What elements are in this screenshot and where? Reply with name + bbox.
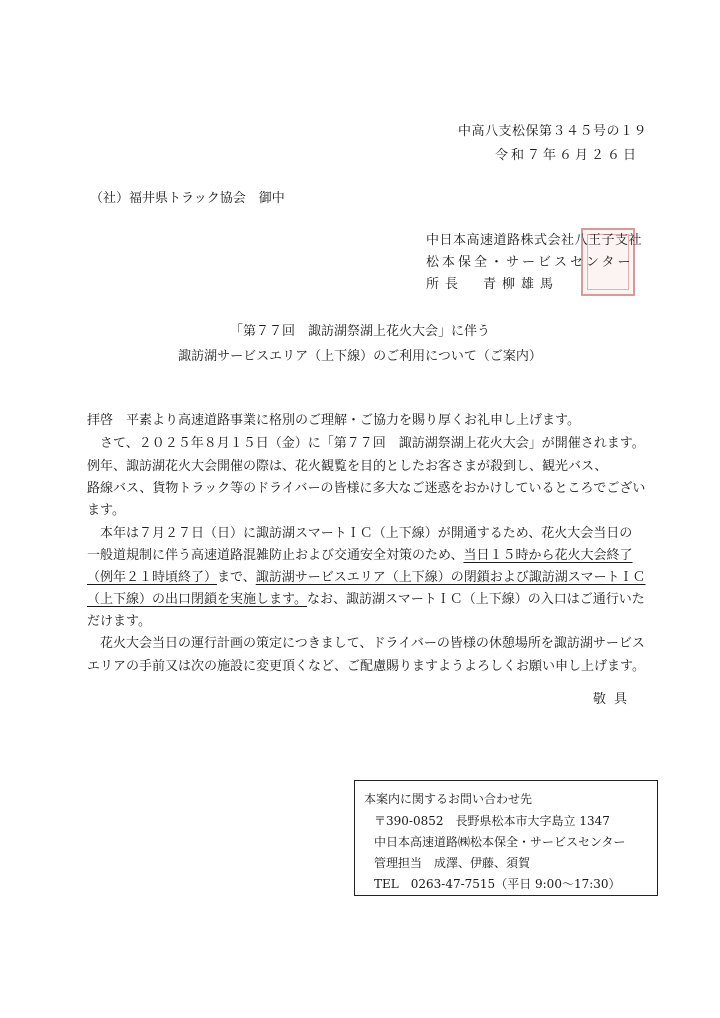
- reference-number: 中高八支松保第３４５号の１９: [458, 124, 648, 139]
- body-paragraph-2-line-1: さて、２０２５年８月１５日（金）に「第７７回 諏訪湖祭湖上花火大会」が開催されます。: [100, 436, 645, 451]
- body-paragraph-3-line-1: 本年は７月２７日（日）に諏訪湖スマートＩＣ（上下線）が開通するため、花火大会当日の: [100, 526, 633, 541]
- contact-staff: 管理担当 成澤、伊藤、須賀: [374, 856, 531, 870]
- underlined-text-segment: （例年２１時頃終了）: [87, 570, 218, 585]
- body-paragraph-4-line-2: エリアの手前又は次の施設に変更頂くなど、ご配慮賜りますようよろしくお願い申し上げます。: [87, 659, 645, 674]
- underlined-text-segment: （上下線）の出口閉鎖を実施します。: [87, 592, 307, 607]
- underlined-text-segment: 当日１５時から花火大会終了: [463, 548, 633, 563]
- addressee: （社）福井県トラック協会 御中: [90, 191, 285, 206]
- body-paragraph-3-line-3: [87, 566, 646, 585]
- body-paragraph-4-line-1: 花火大会当日の運行計画の策定につきまして、ドライバーの皆様の休憩場所を諏訪湖サービス: [100, 636, 645, 651]
- body-text-segment: なお、諏訪湖スマートＩＣ（上下線）の入口はご通行いた: [306, 592, 645, 607]
- body-paragraph-2-line-4: ます。: [87, 503, 125, 518]
- contact-address: 〒390-0852 長野県松本市大字島立 1347: [374, 814, 610, 828]
- notice-title-line-2: 諏訪湖サービスエリア（上下線）のご利用について（ご案内）: [178, 349, 542, 364]
- body-text-segment: 一般道規制に伴う高速道路混雑防止および交通安全対策のため、: [87, 548, 464, 563]
- body-paragraph-3-line-2: [87, 544, 633, 563]
- sender-name: 所長 青柳雄馬: [426, 277, 560, 292]
- notice-title-line-1: 「第７７回 諏訪湖祭湖上花火大会」に伴う: [229, 324, 490, 339]
- sender-office: 松本保全・サービスセンター: [426, 255, 634, 270]
- body-paragraph-2-line-2: 例年、諏訪湖花火大会開催の際は、花火観覧を目的としたお客さまが殺到し、観光バス、: [87, 459, 608, 474]
- contact-info-box: [354, 780, 658, 896]
- contact-organization: 中日本高速道路㈱松本保全・サービスセンター: [374, 835, 626, 849]
- contact-phone: TEL 0263-47-7515（平日 9:00～17:30）: [374, 877, 621, 891]
- body-text-segment: まで、: [217, 570, 256, 585]
- closing-salutation: 敬具: [593, 692, 636, 707]
- body-paragraph-2-line-3: 路線バス、貨物トラック等のドライバーの皆様に多大なご迷惑をおかけしているところでござい: [87, 481, 646, 496]
- body-paragraph-3-line-4: [87, 588, 645, 607]
- underlined-text-segment: 諏訪湖サービスエリア（上下線）の閉鎖および諏訪湖スマートＩＣ: [255, 570, 646, 585]
- sender-company: 中日本高速道路株式会社八王子支社: [426, 233, 643, 248]
- contact-heading: 本案内に関するお問い合わせ先: [364, 792, 533, 806]
- body-paragraph-3-line-5: だけます。: [87, 614, 151, 629]
- body-paragraph-1: 拝啓 平素より高速道路事業に格別のご理解・ご協力を賜り厚くお礼申し上げます。: [87, 413, 580, 428]
- document-date: 令和７年６月２６日: [495, 148, 640, 163]
